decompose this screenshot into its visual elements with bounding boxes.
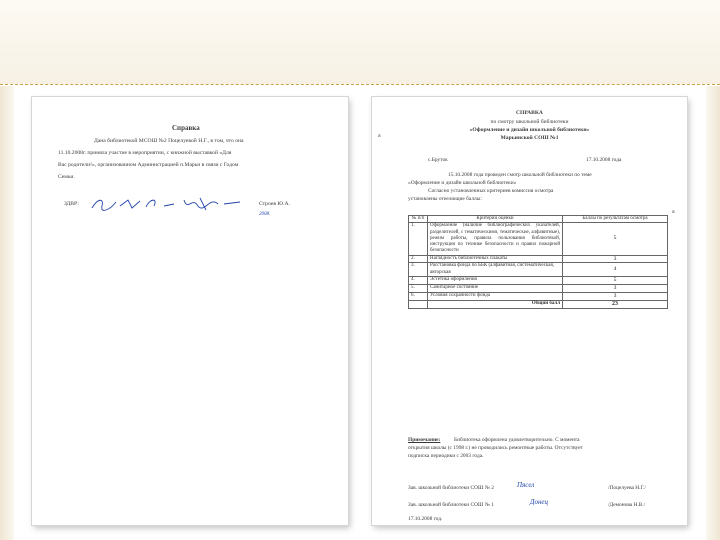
row-number: 1. [409, 223, 428, 255]
table-row [409, 284, 668, 292]
row-number: 2. [409, 255, 428, 263]
score-cell: 5 [563, 223, 668, 255]
intro-line: Согласно установленных критериев комиссия осмотра [428, 188, 554, 194]
signature-date: 2008. [259, 212, 271, 217]
signature-name: Строев Ю.А. [259, 201, 290, 207]
signature-name: /Поцелуева Н.Г./ [608, 485, 646, 491]
score-cell: 3 [563, 284, 668, 292]
note-line: подписка периодики с 2003 года. [408, 453, 484, 459]
table-row [409, 263, 668, 277]
score-cell: 5 [563, 276, 668, 284]
page-title: Справка [172, 124, 200, 132]
criterion-cell: Наглядность библиотечных плакаты [428, 255, 563, 263]
intro-line: «Оформление и дизайн школьной библиотеки» [408, 180, 517, 186]
intro-line: установлены отеелющие баллы: [408, 196, 482, 202]
margin-mark: a [378, 133, 381, 139]
signature-name: /Демонова Н.В./ [608, 502, 646, 508]
handwritten-signature: Донец [530, 498, 549, 506]
place-text: с.Бруток [428, 157, 448, 163]
page-subtitle: Марьинской СОШ №1 [500, 135, 559, 141]
signature-label: ЗДВР: [64, 201, 79, 207]
slide-top-band [0, 0, 720, 84]
intro-line: 15.10.2008 года проведен смотр школьной библиотеки по теме [448, 172, 592, 178]
page-title: СПРАВКА [516, 110, 543, 116]
text-line: 11.10.2008г. приняла участие в мероприятии, с книжной выставкой «Для [58, 150, 232, 156]
table-row [409, 223, 668, 255]
signature-label: Зав. школьной библиотеки СОШ № 1 [408, 502, 494, 508]
table-row [409, 276, 668, 284]
note-line: Библиотека оформлена удовлетворительно. С момента [454, 437, 580, 443]
slide-right-edge [706, 86, 720, 540]
text-line: Семьи. [58, 174, 75, 180]
table-row [409, 255, 668, 263]
criterion-cell: Эстетика оформления [428, 276, 563, 284]
score-cell: 4 [563, 263, 668, 277]
empty-cell [409, 300, 428, 309]
certificate-page-right [372, 97, 687, 525]
table-total-row [409, 300, 668, 309]
criterion-cell: Оформление (наличие библиографических указателей, разделителей, с тематическими, тематические, алфавитные), режим работы, правила пользования библиотекой, инструкции по технике безопасности и правил пожарной безопасности [428, 223, 563, 255]
column-header: № п/п [409, 216, 428, 223]
score-cell: 3 [563, 255, 668, 263]
column-header: Баллы по результатам осмотра [563, 216, 668, 223]
score-cell: 3 [563, 292, 668, 300]
total-value: 23 [563, 300, 668, 309]
note-line: открытия школы (с 1998 г.) не проводились ремонтные работы. Отсутствует [408, 445, 583, 451]
total-label: Общий балл [428, 300, 563, 309]
table-header-row [409, 216, 668, 223]
criterion-cell: Условия сохранности фонда [428, 292, 563, 300]
certificate-page-left [32, 97, 348, 525]
date-text: 17.10.2008 года [586, 157, 622, 163]
row-number: 6. [409, 292, 428, 300]
slide-divider-line [0, 84, 720, 85]
row-number: 5. [409, 284, 428, 292]
text-line: Дана библиотекой МСОШ №2 Поцелуевой Н.Г., в том, что она [94, 138, 244, 144]
column-header: Критерии оценки [428, 216, 563, 223]
note-label: Примечание: [408, 437, 441, 443]
table-row [409, 292, 668, 300]
handwritten-signature [88, 192, 248, 216]
page-subtitle: «Оформление и дизайн школьной библиотеки» [469, 127, 590, 133]
criterion-cell: Санитарное состояние [428, 284, 563, 292]
footer-date: 17.10.2008 год. [408, 516, 443, 522]
signature-label: Зав. школьной библиотеки СОШ № 2 [408, 485, 494, 491]
criteria-table [408, 215, 668, 309]
slide-left-edge [0, 86, 14, 540]
page-subtitle: по смотру школьной библиотеки [490, 119, 569, 125]
margin-mark: a [672, 209, 675, 215]
row-number: 4. [409, 276, 428, 284]
criterion-cell: Расстановка фонда по ББК (алфавитная, систематическая, авторская [428, 263, 563, 277]
row-number: 3. [409, 263, 428, 277]
text-line: Вас родители!», организованном Администрацией п.Марьи в связи с Годом [58, 162, 239, 168]
handwritten-signature: Пясел [517, 481, 535, 489]
